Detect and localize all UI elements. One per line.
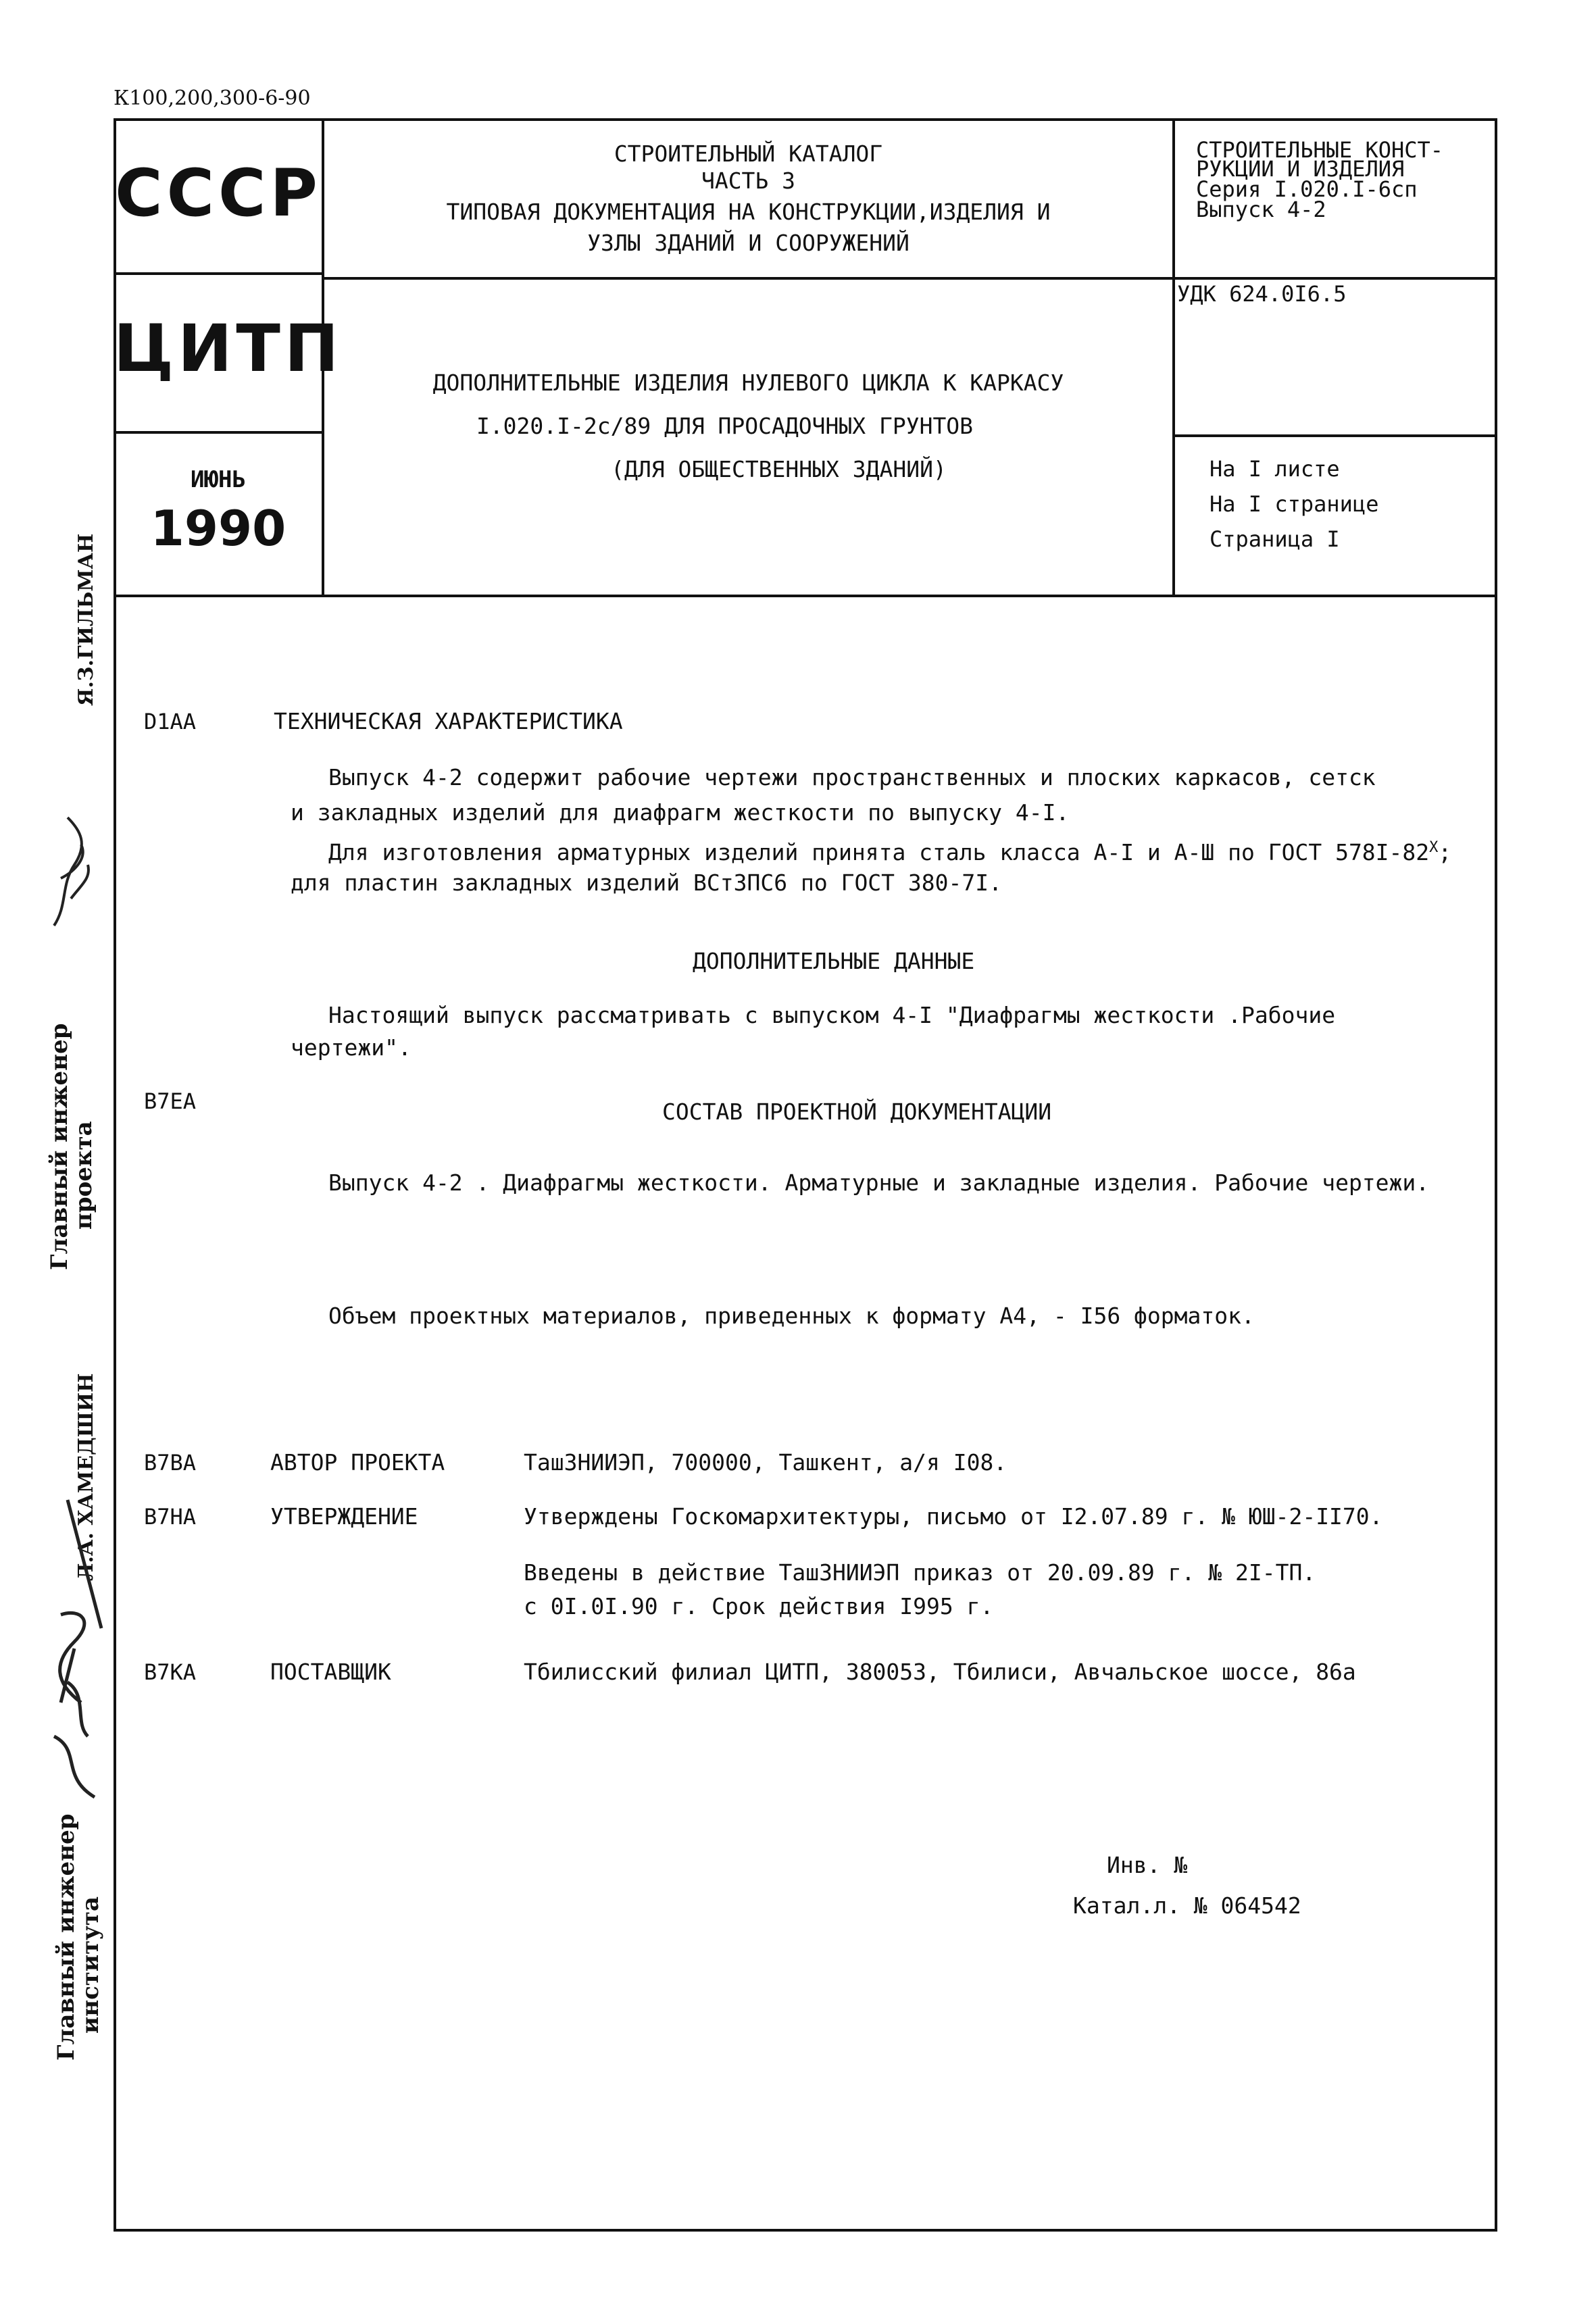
row-label: УТВЕРЖДЕНИЕ (270, 1503, 418, 1530)
inventory-number: Инв. № (1107, 1852, 1188, 1878)
extra-line-2: чертежи". (291, 1034, 412, 1061)
right-cell-line (1172, 434, 1497, 437)
sheet-info-line: На I странице (1210, 491, 1379, 517)
tech-line-2: и закладных изделий для диафрагм жесткости по выпуску 4-I. (291, 799, 1070, 826)
gost-suffix: ; (1438, 839, 1452, 865)
tech-heading: ТЕХНИЧЕСКАЯ ХАРАКТЕРИСТИКА (274, 708, 623, 734)
sheet-info-line: На I листе (1210, 456, 1340, 482)
title-line: I.020.I-2с/89 ДЛЯ ПРОСАДОЧНЫХ ГРУНТОВ (476, 413, 974, 439)
code-comp: B7EA (144, 1088, 197, 1114)
signature-1 (41, 804, 101, 939)
tech-line-3 (328, 832, 1451, 868)
margin-role-chief-project (47, 1024, 96, 1270)
section-line: Серия I.020.I-6сп (1196, 176, 1418, 202)
margin-name-hamedshin: Л.А. ХАМЕДШИН (74, 1373, 98, 1581)
org-citp: ЦИТП (114, 311, 343, 386)
row-code: B7BA (144, 1450, 197, 1476)
signature-2 (41, 1480, 115, 1817)
margin-role-line: проекта (70, 1121, 97, 1230)
row-text: ТашЗНИИЭП, 700000, Ташкент, а/я I08. (524, 1449, 1007, 1476)
catalog-line: УЗЛЫ ЗДАНИЙ И СООРУЖЕНИЙ (587, 230, 909, 256)
extra-line-1: Настоящий выпуск рассматривать с выпуском 4-I "Диафрагмы жесткости .Рабочие (328, 1002, 1336, 1028)
gost-superscript: Х (1429, 839, 1439, 856)
tech-line-1: Выпуск 4-2 содержит рабочие чертежи пространственных и плоских каркасов, сетск (328, 764, 1376, 790)
center-cell-line (322, 277, 1497, 280)
row-code: B7HA (144, 1504, 197, 1530)
row-text: Тбилисский филиал ЦИТП, 380053, Тбилиси, Авчальское шоссе, 86а (524, 1659, 1356, 1685)
tech-line-3-text: Для изготовления арматурных изделий принята сталь класса A-I и A-Ш по ГОСТ 578I-82 (328, 839, 1430, 865)
title-line: ДОПОЛНИТЕЛЬНЫЕ ИЗДЕЛИЯ НУЛЕВОГО ЦИКЛА К КАРКАСУ (432, 370, 1064, 396)
row-label: АВТОР ПРОЕКТА (270, 1449, 445, 1476)
title-line: (ДЛЯ ОБЩЕСТВЕННЫХ ЗДАНИЙ) (611, 456, 947, 482)
margin-role-line: института (77, 1896, 104, 2034)
code-tech: D1AA (144, 709, 197, 734)
tech-line-4: для пластин закладных изделий ВСт3ПС6 по ГОСТ 380-7I. (291, 870, 1002, 896)
margin-role-line: Главный инженер (53, 1813, 80, 2061)
row-label: ПОСТАВЩИК (270, 1659, 391, 1685)
volume-line: Объем проектных материалов, приведенных к формату А4, - I56 форматок. (328, 1303, 1255, 1329)
issue-month: ИЮНЬ (191, 466, 246, 493)
document-title (324, 361, 1172, 491)
comp-heading: СОСТАВ ПРОЕКТНОЙ ДОКУМЕНТАЦИИ (662, 1099, 1052, 1125)
sheet-info (1210, 451, 1378, 557)
row-text: с 0I.0I.90 г. Срок действия I995 г. (524, 1593, 994, 1619)
sheet-info-line: Страница I (1210, 526, 1340, 552)
section-line: РУКЦИИ И ИЗДЕЛИЯ (1196, 156, 1405, 182)
left-cell-line-1 (114, 272, 323, 275)
row-text: Введены в действие ТашЗНИИЭП приказ от 20.09.89 г. № 2I-ТП. (524, 1559, 1316, 1586)
margin-role-chief-institute (54, 1814, 103, 2061)
document-code: К100,200,300-6-90 (114, 86, 311, 110)
margin-name-gilman: Я.З.ГИЛЬМАН (74, 533, 98, 706)
catalog-line: ТИПОВАЯ ДОКУМЕНТАЦИЯ НА КОНСТРУКЦИИ,ИЗДЕЛИЯ И (446, 199, 1051, 225)
section-line: Выпуск 4-2 (1196, 197, 1326, 222)
row-code: B7KA (144, 1659, 197, 1685)
row-text: Утверждены Госкомархитектуры, письмо от I2.07.89 г. № ЮШ-2-II70. (524, 1503, 1383, 1530)
section-block (1196, 139, 1443, 221)
comp-line: Выпуск 4-2 . Диафрагмы жесткости. Арматурные и закладные изделия. Рабочие чертежи. (328, 1169, 1430, 1196)
org-ussr: СССР (115, 155, 322, 231)
issue-year: 1990 (150, 500, 286, 557)
margin-role-line: Главный инженер (46, 1023, 73, 1270)
udk-code: УДК 624.0I6.5 (1177, 281, 1347, 307)
catalog-line: ЧАСТЬ 3 (701, 168, 796, 194)
catalog-line: СТРОИТЕЛЬНЫЙ КАТАЛОГ (614, 141, 883, 167)
section-line: СТРОИТЕЛЬНЫЕ КОНСТ- (1196, 137, 1444, 163)
catalog-block (324, 141, 1172, 257)
catalog-sheet-number: Катал.л. № 064542 (1073, 1892, 1301, 1919)
extra-heading: ДОПОЛНИТЕЛЬНЫЕ ДАННЫЕ (693, 948, 975, 974)
header-divider-right (1172, 118, 1175, 597)
